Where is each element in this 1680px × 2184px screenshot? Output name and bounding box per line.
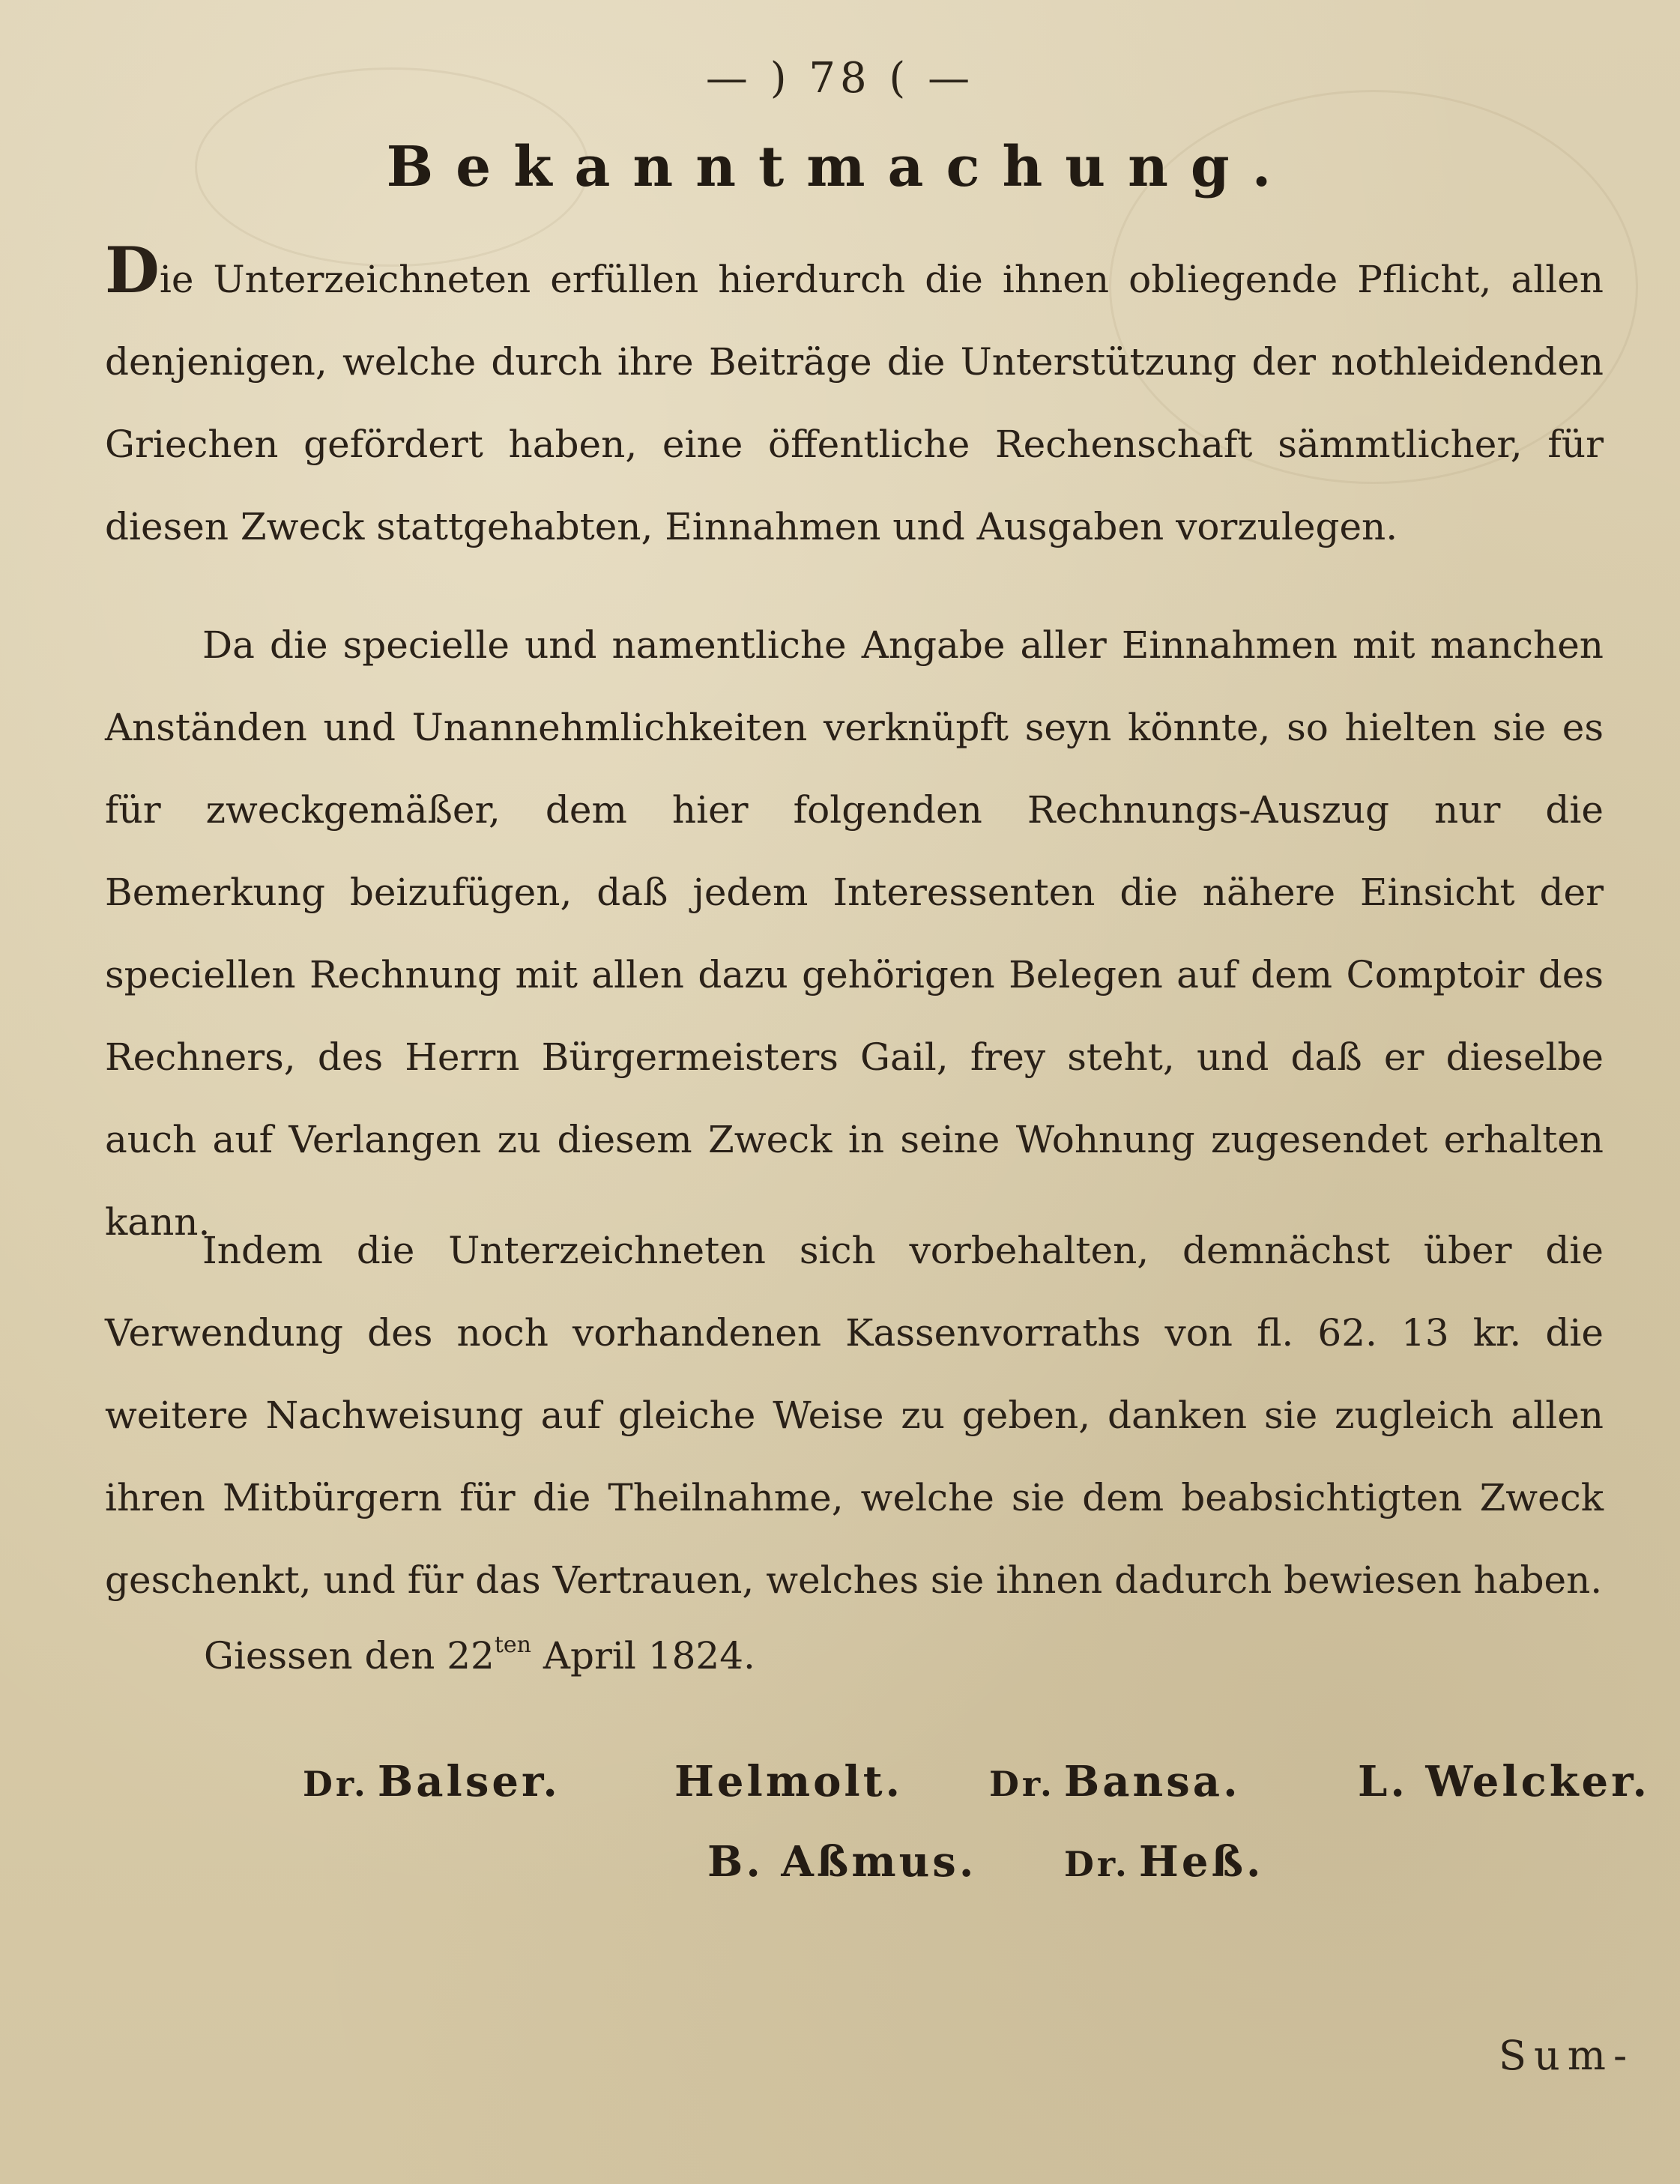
drop-cap: D [105,233,160,307]
paragraph-2 [105,604,1604,1263]
signature-bansa [989,1757,1241,1806]
dateline-rest: April 1824. [543,1634,755,1678]
signature-name: L. Welcker. [1358,1757,1650,1806]
paragraph-1-text: ie Unterzeichneten erfüllen hierdurch die ihnen obliegende Pflicht, allen denjenigen, welche durch ihre Beiträge die Unterstützung der nothleidenden Griechen gefördert haben, eine öffentliche Rechenschaft sämmtlicher, für diesen Zweck stattgehabten, Einnahmen und Ausgaben vorzulegen. [105,258,1604,548]
signature-assmus [707,1837,976,1887]
signature-title: Dr. [1064,1844,1130,1884]
signature-hess [1064,1837,1264,1887]
catchword: Sum- [1499,2032,1635,2079]
signature-name: B. Aßmus. [707,1837,977,1887]
page-heading: Bekanntmachung. [386,135,1294,199]
paragraph-2-text: Da die specielle und namentliche Angabe aller Einnahmen mit manchen Anständen und Unannehmlichkeiten verknüpft seyn könnte, so hielten sie es für zweckgemäßer, dem hier folgenden Rechnungs-Auszug nur die Bemerkung beizufügen, daß jedem Interessenten die nähere Einsicht der speciellen Rechnung mit allen dazu gehörigen Belegen auf dem Comptoir des Rechners, des Herrn Bürgermeisters Gail, frey steht, und daß er dieselbe auch auf Verlangen zu diesem Zweck in seine Wohnung zugesendet erhalten kann. [105,623,1604,1244]
signature-name: Bansa. [1063,1757,1241,1806]
paragraph-3-text: Indem die Unterzeichneten sich vorbehalten, demnächst über die Verwendung des noch vorhandenen Kassenvorraths von fl. 62. 13 kr. die weitere Nachweisung auf gleiche Weise zu geben, danken sie zugleich allen ihren Mitbürgern für die Theilnahme, welche sie dem beabsichtigten Zweck geschenkt, und für das Vertrauen, welches sie ihnen dadurch bewiesen haben. [105,1229,1604,1602]
page-number: — ) 78 ( — [705,54,975,103]
signature-name: Helmolt. [674,1757,904,1806]
signature-name: Heß. [1138,1837,1264,1887]
signature-name: Balser. [377,1757,560,1806]
dateline-place: Giessen den 22 [204,1634,495,1678]
dateline-superscript: ten [494,1632,531,1658]
signature-title: Dr. [989,1764,1055,1804]
signature-balser [303,1757,560,1806]
signature-title: Dr. [303,1764,369,1804]
paragraph-3 [105,1209,1604,1621]
signature-welcker [1358,1757,1650,1806]
paragraph-1 [105,233,1604,568]
dateline [204,1632,755,1678]
signature-helmolt [674,1757,903,1806]
